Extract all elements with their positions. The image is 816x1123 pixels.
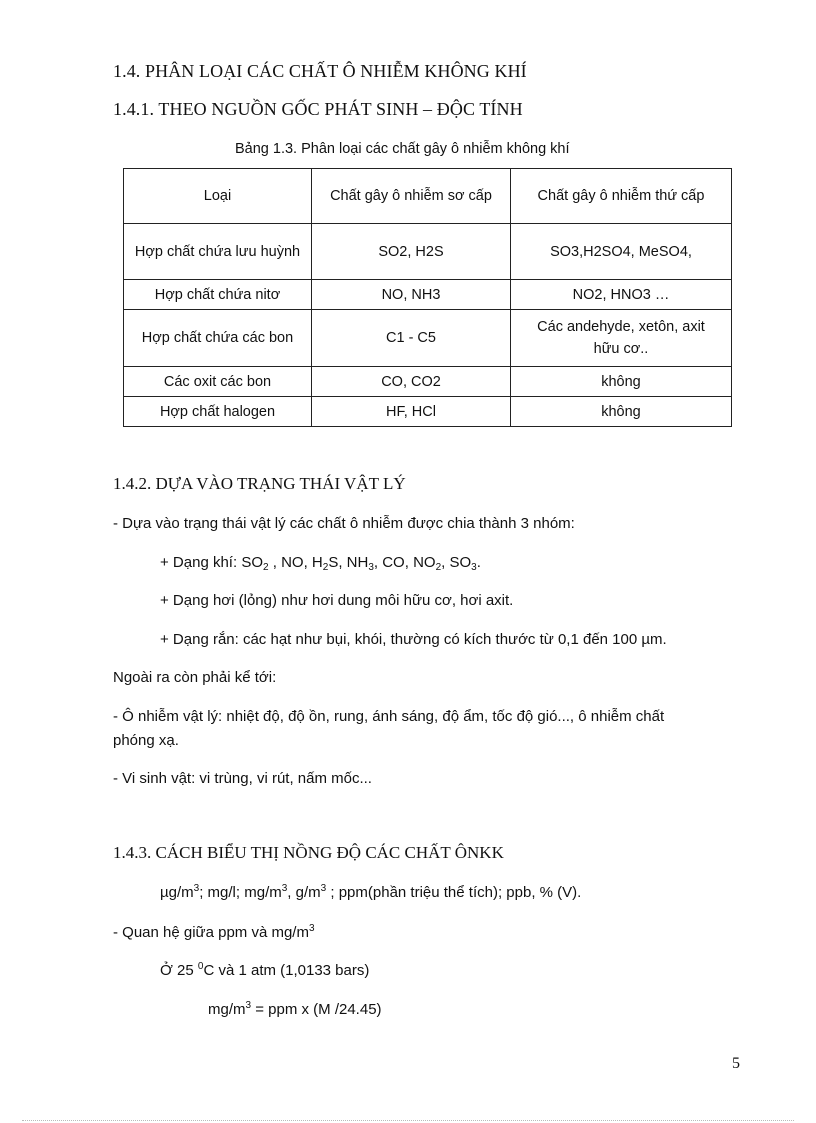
table-row: [124, 310, 732, 367]
table-header-cell: Loại: [124, 169, 312, 224]
table-header-row: [124, 169, 732, 224]
condition-text: Ở 25: [160, 962, 198, 979]
table-cell: Các andehyde, xetôn, axit hữu cơ..: [511, 310, 732, 367]
relation-line: [113, 924, 315, 941]
subscript: 2: [263, 562, 269, 573]
table-cell: Hợp chất chứa các bon: [124, 310, 312, 367]
table-row: [124, 280, 732, 310]
formula-text: SO: [449, 554, 472, 571]
section-1-4-3-title: 1.4.3. CÁCH BIỂU THỊ NỒNG ĐỘ CÁC CHẤT ÔNKK: [113, 843, 504, 862]
subscript: 2: [322, 562, 329, 573]
gas-form-line: [160, 554, 481, 571]
besides-line: Ngoài ra còn phải kể tới:: [113, 669, 277, 686]
physical-pollution-line-1: - Ô nhiễm vật lý: nhiệt độ, độ ồn, rung, ánh sáng, độ ẩm, tốc độ gió..., ô nhiễm chất: [113, 708, 665, 725]
solid-form-line: + Dạng rắn: các hạt như bụi, khói, thường có kích thước từ 0,1 đến 100 µm.: [160, 631, 667, 648]
table-caption: Bảng 1.3. Phân loại các chất gây ô nhiễm không khí: [235, 141, 570, 157]
unit-text: ; ppm(phần triệu thể tích); ppb, % (V).: [326, 884, 582, 901]
table-cell: Các oxit các bon: [124, 367, 312, 397]
table-cell: CO, CO2: [312, 367, 511, 397]
page-number: 5: [732, 1055, 740, 1072]
unit-text: µg/m: [160, 884, 194, 901]
superscript: 3: [193, 883, 200, 894]
table-cell: NO, NH3: [312, 280, 511, 310]
subscript: 2: [435, 562, 442, 573]
gas-prefix: + Dạng khí:: [160, 554, 242, 571]
physical-state-intro: - Dựa vào trạng thái vật lý các chất ô nhiễm được chia thành 3 nhóm:: [113, 515, 575, 532]
formula-text: SO: [241, 554, 263, 571]
formula-text: = ppm x (M /24.45): [251, 1001, 382, 1018]
condition-line: [160, 962, 369, 979]
superscript: 3: [245, 1000, 252, 1011]
formula-text: NH: [346, 554, 369, 571]
physical-pollution-line-2: phóng xạ.: [113, 732, 179, 749]
formula-line: [208, 1001, 382, 1018]
separator: ,: [441, 554, 450, 571]
subscript: 3: [471, 562, 477, 573]
table-row: [124, 367, 732, 397]
relation-text: - Quan hệ giữa ppm và mg/m: [113, 924, 309, 941]
section-1-4-1-title: 1.4.1. THEO NGUỒN GỐC PHÁT SINH – ĐỘC TÍNH: [113, 99, 523, 119]
table-cell: SO3,H2SO4, MeSO4,: [511, 224, 732, 280]
units-line: [160, 884, 581, 901]
subscript: 3: [368, 562, 374, 573]
microorganism-line: - Vi sinh vật: vi trùng, vi rút, nấm mốc...: [113, 770, 372, 787]
table-cell: HF, HCl: [312, 397, 511, 427]
pollutant-classification-table: [123, 168, 732, 427]
section-1-4-title: 1.4. PHÂN LOẠI CÁC CHẤT Ô NHIỄM KHÔNG KHÍ: [113, 61, 527, 81]
table-cell: không: [511, 367, 732, 397]
table-row: [124, 397, 732, 427]
table-cell: Hợp chất halogen: [124, 397, 312, 427]
formula-text: mg/m: [208, 1001, 246, 1018]
table-row: [124, 224, 732, 280]
table-cell: NO2, HNO3 …: [511, 280, 732, 310]
formula-text: H: [311, 554, 323, 571]
unit-text: , g/m: [287, 884, 321, 901]
table-cell: Hợp chất chứa lưu huỳnh: [124, 224, 312, 280]
section-1-4-2-title: 1.4.2. DỰA VÀO TRẠNG THÁI VẬT LÝ: [113, 474, 406, 493]
superscript: 3: [308, 923, 315, 934]
separator: .: [476, 554, 481, 571]
condition-text: C và 1 atm (1,0133 bars): [203, 962, 370, 979]
page-bottom-divider: [22, 1120, 794, 1121]
unit-text: ; mg/l; mg/m: [199, 884, 282, 901]
formula-text: NO: [413, 554, 436, 571]
formula-text: S,: [328, 554, 347, 571]
superscript: 3: [320, 883, 327, 894]
table-header-cell: Chất gây ô nhiễm thứ cấp: [511, 169, 732, 224]
table-cell: SO2, H2S: [312, 224, 511, 280]
superscript: 3: [281, 883, 288, 894]
vapor-form-line: + Dạng hơi (lỏng) như hơi dung môi hữu cơ, hơi axit.: [160, 592, 514, 609]
superscript: 0: [197, 961, 204, 972]
table-header-cell: Chất gây ô nhiễm sơ cấp: [312, 169, 511, 224]
table-cell: Hợp chất chứa nitơ: [124, 280, 312, 310]
table-cell: không: [511, 397, 732, 427]
table-cell: C1 - C5: [312, 310, 511, 367]
separator: , NO,: [268, 554, 312, 571]
separator: , CO,: [373, 554, 414, 571]
